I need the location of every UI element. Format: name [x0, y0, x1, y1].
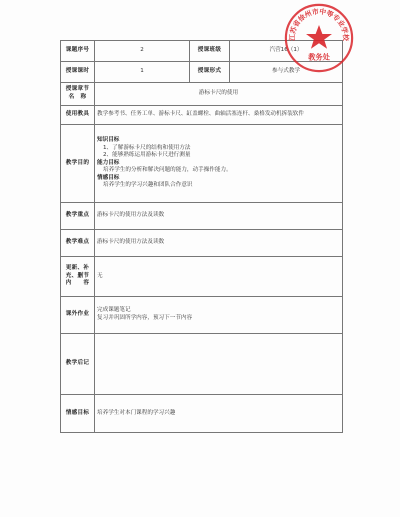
chapter-label — [61, 83, 95, 106]
homework-content — [95, 297, 343, 334]
row-keypoints — [61, 203, 343, 230]
goals-content — [95, 125, 343, 203]
hours-value: 1 — [95, 62, 190, 83]
form-label: 授课形式 — [190, 62, 230, 83]
goals-label: 教学目的 — [61, 125, 95, 203]
row-chapter — [61, 83, 343, 106]
aids-value: 教学参考书、任务工单、游标卡尺、缸盖螺栓、曲轴活塞连杆、桑格发动机拆装软件 — [95, 106, 343, 125]
homework-line2: 复习并巩固所学内容，预习下一节内容 — [97, 315, 193, 321]
homework-label: 课外作业 — [61, 297, 95, 334]
hours-label: 授课课时 — [61, 62, 95, 83]
chapter-value: 游标卡尺的使用 — [95, 83, 343, 106]
reflection-value — [95, 334, 343, 395]
form-value: 参与式教学 — [230, 62, 343, 83]
ability-text: 培养学生的分析和解决问题的能力，动手操作能力。 — [103, 167, 232, 174]
seal-arc-text: 江苏省徐州市中等专业学校 — [288, 7, 350, 42]
changes-value: 无 — [95, 257, 343, 297]
difficulties-label: 教学难点 — [61, 230, 95, 257]
changes-label-line1: 更新、补 — [65, 265, 90, 272]
knowledge-item-2: 2、能够熟练运用游标卡尺进行测量 — [103, 152, 191, 159]
row-aids — [61, 106, 343, 125]
knowledge-item-1: 1、了解游标卡尺的结构和使用方法 — [103, 144, 191, 151]
affective-label: 情感目标 — [61, 395, 95, 433]
row-difficulties — [61, 230, 343, 257]
emotion-text: 培养学生的学习兴趣和团队合作意识 — [103, 182, 193, 189]
keypoints-label: 教学重点 — [61, 203, 95, 230]
lesson-plan-table — [60, 40, 343, 433]
course-no-label: 课题序号 — [61, 41, 95, 62]
row-reflection — [61, 334, 343, 395]
chapter-label-line2: 名 称 — [68, 94, 87, 100]
row-homework — [61, 297, 343, 334]
emotion-title: 情感目标 — [97, 174, 120, 181]
keypoints-value: 游标卡尺的使用方法及读数 — [95, 203, 343, 230]
star-icon — [306, 25, 332, 49]
row-changes — [61, 257, 343, 297]
knowledge-title: 知识目标 — [97, 137, 120, 144]
official-seal — [283, 2, 355, 74]
reflection-label: 教学后记 — [61, 334, 95, 395]
changes-label — [61, 257, 95, 297]
row-affective — [61, 395, 343, 433]
aids-label: 使用教具 — [61, 106, 95, 125]
course-no-value: 2 — [95, 41, 190, 62]
row-goals — [61, 125, 343, 203]
ability-title: 能力目标 — [97, 159, 120, 166]
chapter-label-line1: 授课章节 — [65, 86, 90, 93]
changes-label-line2: 充、删节 — [65, 272, 90, 279]
affective-value: 培养学生对本门课程的学习兴趣 — [95, 395, 343, 433]
class-value: 汽营16（1） — [230, 41, 343, 62]
difficulties-value: 游标卡尺的使用方法及读数 — [95, 230, 343, 257]
seal-bottom-text: 教务处 — [308, 52, 330, 62]
class-label: 授课班级 — [190, 41, 230, 62]
changes-label-line3: 内 容 — [65, 280, 90, 287]
homework-line1: 完成课题笔记 — [97, 307, 131, 314]
